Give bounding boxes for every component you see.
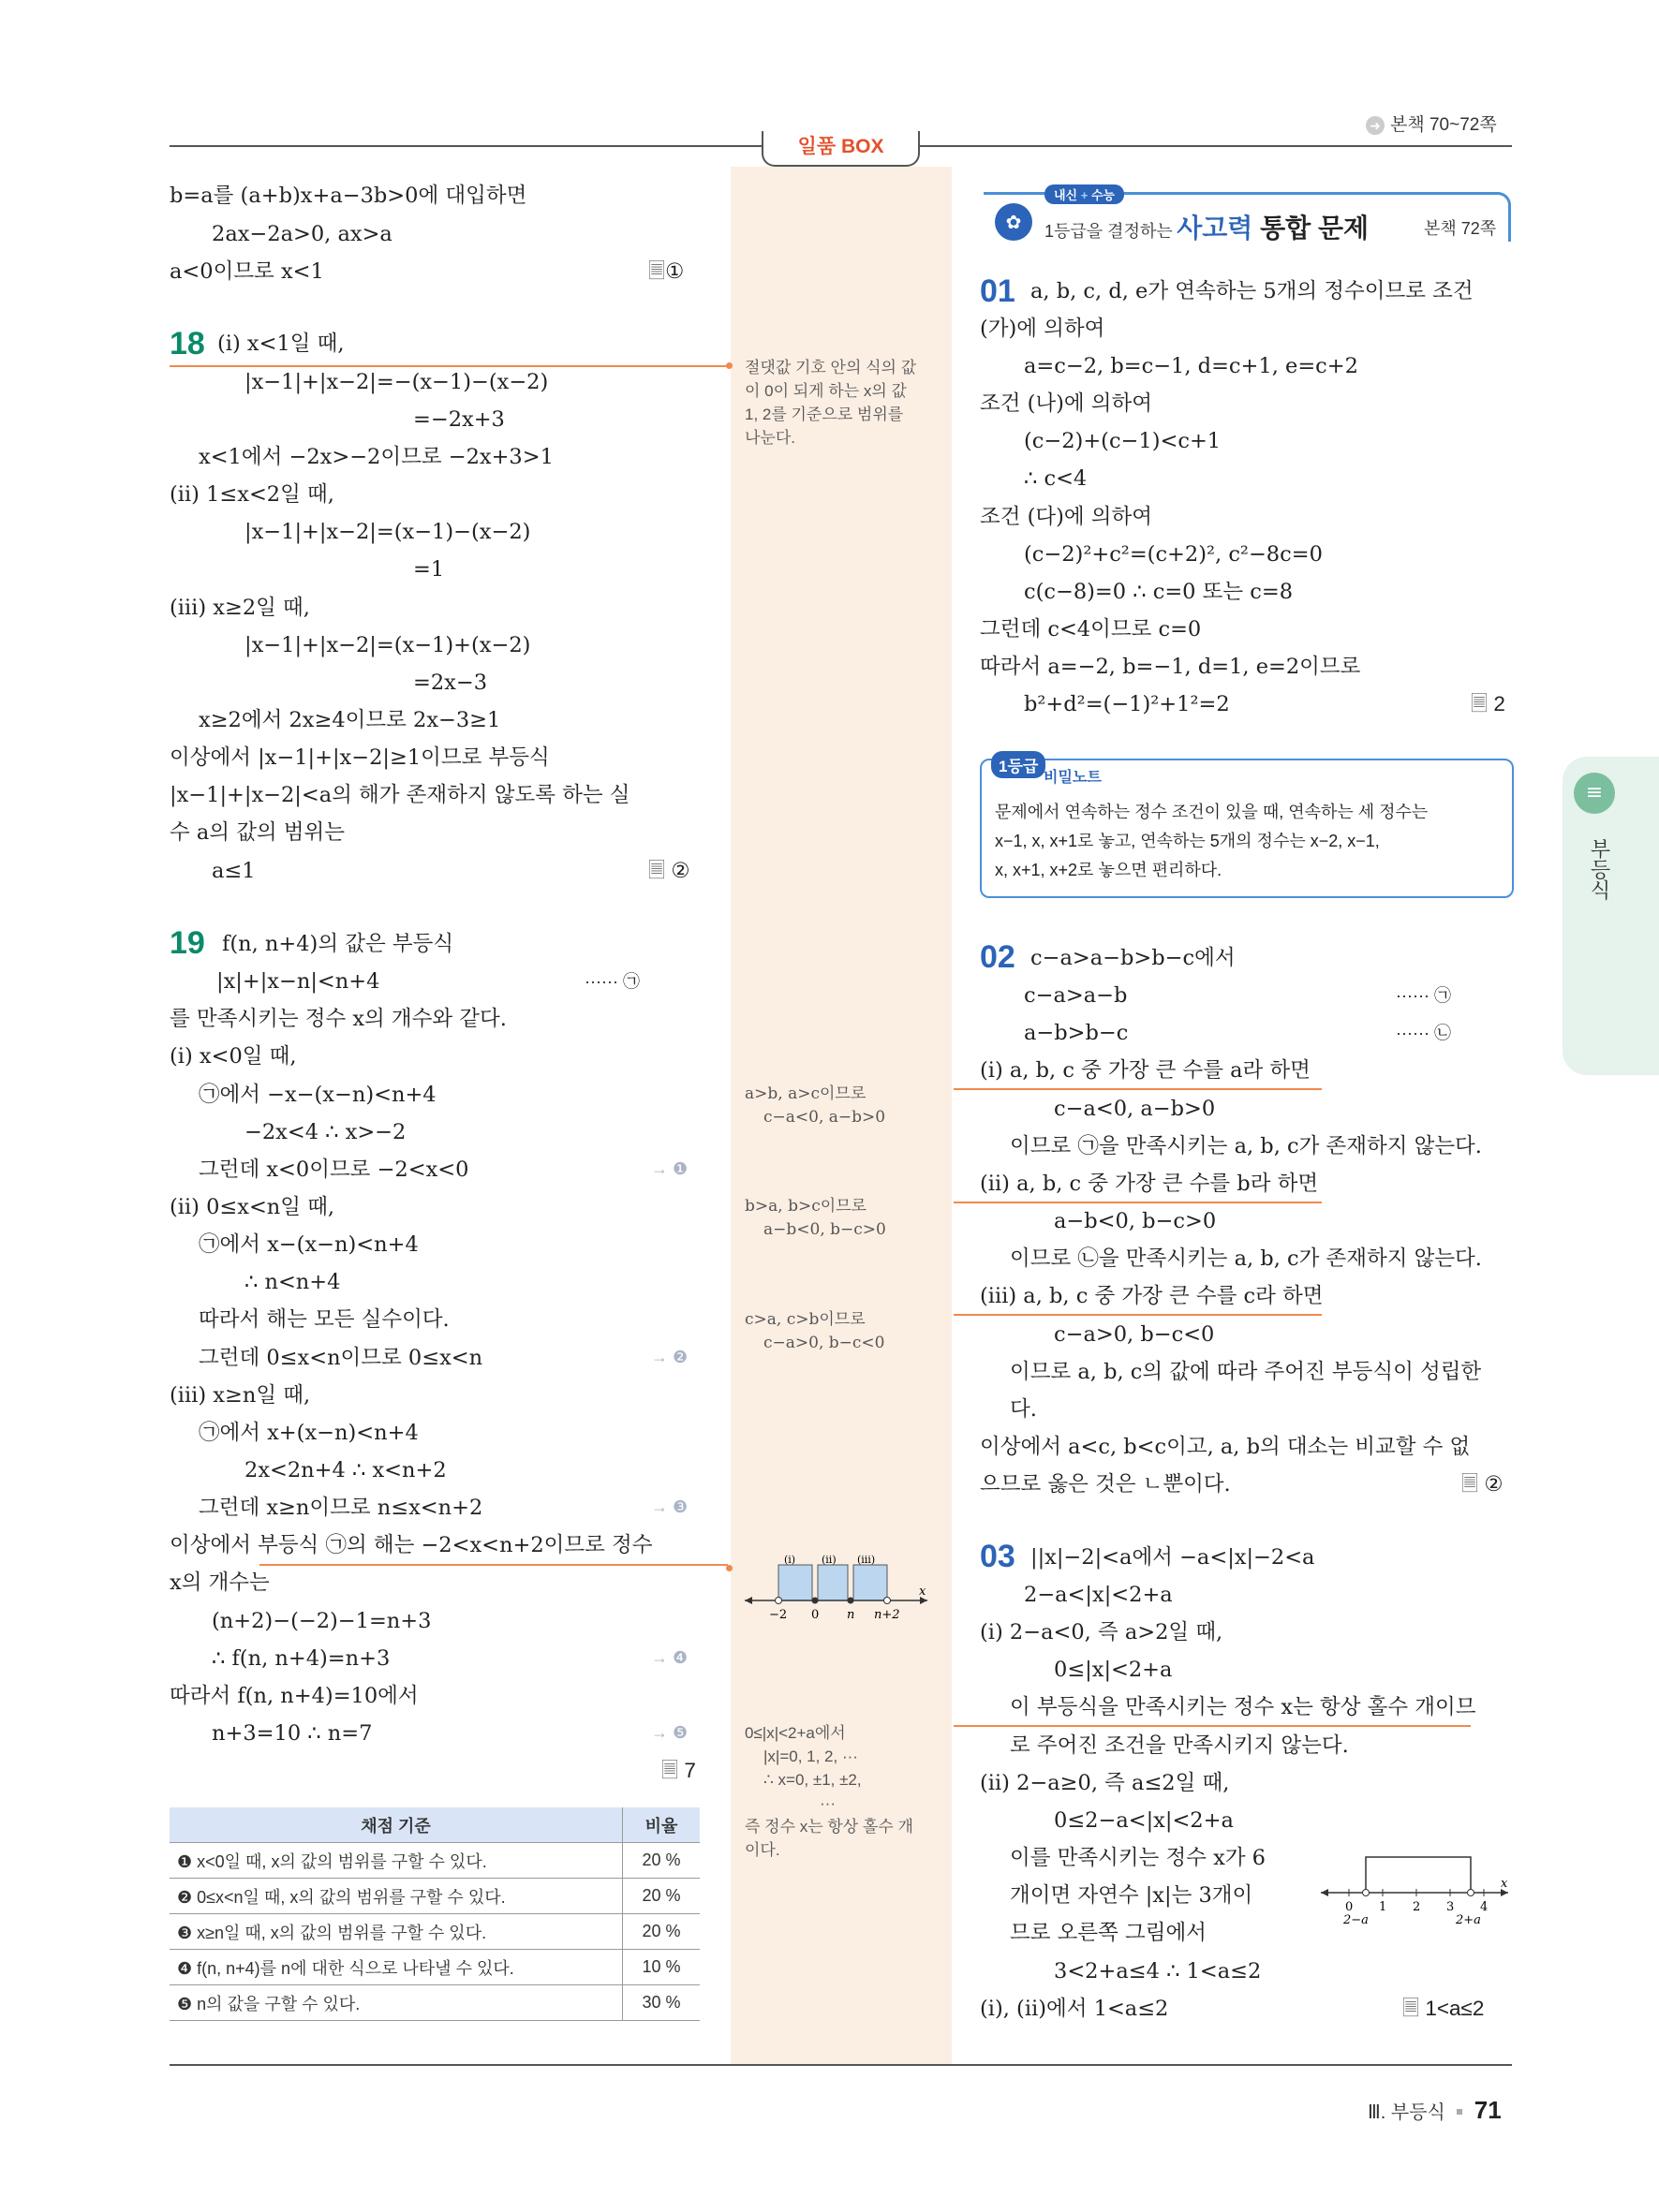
table-row	[170, 1843, 700, 1879]
p19-line: 그런데 0≤x<n이므로 0≤x<n	[199, 1346, 483, 1370]
p19-line: ㉠에서 −x−(x−n)<n+4	[199, 1083, 437, 1107]
table-row	[170, 1879, 700, 1914]
p18-line: 수 a의 값의 범위는	[170, 820, 346, 845]
p02-line: a−b>b−c	[1024, 1021, 1129, 1045]
p02-line: (ⅲ) a, b, c 중 가장 큰 수를 c라 하면	[980, 1284, 1324, 1308]
p19-line: (ⅲ) x≥n일 때,	[170, 1383, 311, 1408]
problem-18-number: 18	[170, 326, 205, 361]
page-number: 71	[1474, 2096, 1502, 2124]
p01-line: a=c−2, b=c−1, d=c+1, e=c+2	[1024, 354, 1358, 378]
p03-underline	[954, 1725, 1471, 1727]
nl-label: 0	[1345, 1900, 1354, 1914]
criteria-ratio: 20 %	[623, 1843, 701, 1879]
p19-line: ∴ n<n+4	[244, 1270, 341, 1294]
secret-note-title: 비밀노트	[1044, 770, 1102, 786]
banner-tag: 내신 + 수능	[1044, 184, 1124, 204]
p01-answer: 🗏 2	[1471, 692, 1505, 715]
nl-label: 3	[1446, 1900, 1455, 1914]
p19-tag: ······ ㉠	[585, 972, 640, 991]
p03-line: 2−a<|x|<2+a	[1024, 1583, 1173, 1607]
p18-line: =−2x+3	[413, 407, 505, 432]
criteria-item: ❺ n의 값을 구할 수 있다.	[170, 1985, 623, 2021]
arrow-circle-icon: ➜	[1366, 116, 1385, 135]
p18-line: =2x−3	[413, 671, 488, 695]
p19-line: 그런데 x≥n이므로 n≤x<n+2	[199, 1496, 483, 1520]
p18-line: (ⅱ) 1≤x<2일 때,	[170, 482, 334, 507]
table-header-row	[170, 1807, 700, 1843]
p02-line: c−a>a−b>b−c에서	[1030, 946, 1236, 970]
p02-line: c−a<0, a−b>0	[1054, 1097, 1216, 1121]
intro-line-3: a<0이므로 x<1	[170, 259, 324, 284]
p18-line: |x−1|+|x−2|<a의 해가 존재하지 않도록 하는 실	[170, 783, 630, 807]
intro-line-1: b=a를 (a+b)x+a−3b>0에 대입하면	[170, 184, 527, 208]
p01-line: b²+d²=(−1)²+1²=2	[1024, 692, 1230, 716]
nl-label: n	[847, 1608, 855, 1622]
p19-line: |x|+|x−n|<n+4	[216, 969, 380, 994]
note-c: c>a, c>b이므로 c−a>0, b−c<0	[745, 1310, 885, 1352]
p02-line: (ⅱ) a, b, c 중 가장 큰 수를 b라 하면	[980, 1172, 1319, 1196]
side-tab-label: 부등식	[1588, 838, 1611, 900]
criteria-item: ❷ 0≤x<n일 때, x의 값의 범위를 구할 수 있다.	[170, 1879, 623, 1914]
table-row	[170, 1914, 700, 1950]
criteria-item: ❸ x≥n일 때, x의 값의 범위를 구할 수 있다.	[170, 1914, 623, 1950]
p03-line: 이 부등식을 만족시키는 정수 x는 항상 홀수 개이므	[1010, 1695, 1476, 1719]
p02-underline	[954, 1202, 1322, 1203]
problem-03-number: 03	[980, 1539, 1015, 1574]
p02-tag: ······ ㉠	[1396, 986, 1451, 1005]
footer-rule	[170, 2064, 1512, 2066]
criteria-item: ❹ f(n, n+4)를 n에 대한 식으로 나타낼 수 있다.	[170, 1950, 623, 1985]
criteria-item: ❶ x<0일 때, x의 값의 범위를 구할 수 있다.	[170, 1843, 623, 1879]
grading-criteria-table	[170, 1807, 700, 2021]
p02-line: 으므로 옳은 것은 ㄴ뿐이다.	[980, 1472, 1231, 1497]
note-b: b>a, b>c이므로 a−b<0, b−c>0	[745, 1197, 886, 1239]
p02-line: 이므로 ㉠을 만족시키는 a, b, c가 존재하지 않는다.	[1010, 1134, 1482, 1158]
nl-label: 1	[1379, 1900, 1387, 1914]
p18-line: x≥2에서 2x≥4이므로 2x−3≥1	[199, 708, 501, 732]
p02-line: c−a>a−b	[1024, 983, 1128, 1008]
connector-dot	[726, 1565, 733, 1571]
p19-line: ㉠에서 x−(x−n)<n+4	[199, 1232, 419, 1257]
nl-label: 2−a	[1343, 1913, 1369, 1924]
footer	[1368, 2096, 1502, 2125]
step-marker-1: → ❶	[651, 1159, 689, 1178]
p03-line: (ⅰ), (ⅱ)에서 1<a≤2	[980, 1997, 1169, 2021]
p03-line: (ⅱ) 2−a≥0, 즉 a≤2일 때,	[980, 1771, 1230, 1795]
number-line-19	[745, 1550, 932, 1625]
p03-line: 로 주어진 조건을 만족시키지 않는다.	[1010, 1733, 1349, 1758]
footer-section: Ⅲ. 부등식	[1368, 2102, 1445, 2123]
p01-line: 조건 (다)에 의하여	[980, 505, 1153, 529]
p01-line: 따라서 a=−2, b=−1, d=1, e=2이므로	[980, 655, 1361, 679]
connector-dot	[726, 362, 733, 369]
note-03: 0≤|x|<2+a에서 |x|=0, 1, 2, ··· ∴ x=0, ±1, ±2, ··· 즉 정수 x는 항상 홀수 개 이다.	[745, 1724, 913, 1859]
p01-line: 그런데 c<4이므로 c=0	[980, 617, 1202, 641]
answer-icon: 🗏	[1402, 1997, 1426, 2020]
answer-icon: 🗏	[1471, 692, 1494, 715]
p19-line: 따라서 f(n, n+4)=10에서	[170, 1684, 419, 1708]
p18-line: =1	[413, 557, 445, 582]
p19-line: ∴ f(n, n+4)=n+3	[212, 1646, 391, 1671]
note-18: 절댓값 기호 안의 식의 값 이 0이 되게 하는 x의 값 1, 2를 기준으로 범위를 나눈다.	[745, 359, 917, 447]
intro-answer: 🗏①	[648, 259, 685, 283]
criteria-ratio: 10 %	[623, 1950, 701, 1985]
p02-line: 다.	[1010, 1397, 1037, 1422]
criteria-ratio: 20 %	[623, 1879, 701, 1914]
list-icon: ≡	[1574, 773, 1615, 814]
nl-label: 4	[1480, 1900, 1489, 1914]
nl-label: 2+a	[1456, 1913, 1481, 1924]
answer-icon: 🗏	[1461, 1472, 1485, 1496]
p19-answer: 🗏 7	[661, 1759, 696, 1782]
p03-line: 3<2+a≤4 ∴ 1<a≤2	[1054, 1959, 1262, 1983]
p18-line: |x−1|+|x−2|=(x−1)−(x−2)	[244, 520, 531, 544]
p19-line: (n+2)−(−2)−1=n+3	[212, 1609, 432, 1633]
p01-line: (가)에 의하여	[980, 317, 1105, 341]
p19-line: x의 개수는	[170, 1571, 270, 1595]
p02-answer: 🗏 ②	[1461, 1472, 1503, 1496]
p19-line: 이상에서 부등식 ㉠의 해는 −2<x<n+2이므로 정수	[170, 1533, 653, 1557]
nl-label: x	[1501, 1877, 1508, 1891]
p02-underline	[954, 1088, 1322, 1090]
p18-line: x<1에서 −2x>−2이므로 −2x+3>1	[199, 445, 554, 469]
p01-line: (c−2)+(c−1)<c+1	[1024, 429, 1222, 453]
header-criteria: 채점 기준	[170, 1807, 623, 1843]
p02-line: (ⅰ) a, b, c 중 가장 큰 수를 a라 하면	[980, 1058, 1311, 1083]
brain-icon: ✿	[995, 203, 1032, 241]
p03-line: ||x|−2|<a에서 −a<|x|−2<a	[1030, 1545, 1315, 1570]
nl-label: (ⅱ)	[822, 1554, 837, 1566]
p03-line: (ⅰ) 2−a<0, 즉 a>2일 때,	[980, 1620, 1223, 1644]
p03-line: 0≤2−a<|x|<2+a	[1054, 1808, 1234, 1833]
banner-title: 1등급을 결정하는 사고력 통합 문제	[1044, 214, 1370, 243]
criteria-ratio: 20 %	[623, 1914, 701, 1950]
step-marker-5: → ❺	[651, 1723, 689, 1742]
banner-ref: 본책 72쪽	[1424, 219, 1497, 238]
p19-underline	[259, 1564, 728, 1566]
nl-label: x	[919, 1585, 926, 1599]
answer-icon: 🗏	[648, 259, 666, 283]
table-row	[170, 1950, 700, 1985]
p18-line: a≤1	[212, 859, 256, 883]
p19-line: 따라서 해는 모든 실수이다.	[199, 1307, 450, 1332]
p02-tag: ······ ㉡	[1396, 1024, 1451, 1042]
note-a: a>b, a>c이므로 c−a<0, a−b>0	[745, 1084, 886, 1127]
p19-line: (ⅰ) x<0일 때,	[170, 1044, 297, 1069]
p19-line: (ⅱ) 0≤x<n일 때,	[170, 1195, 335, 1219]
p03-answer: 🗏 1<a≤2	[1402, 1997, 1485, 2020]
intro-line-2: 2ax−2a>0, ax>a	[212, 222, 393, 246]
p18-line: (ⅰ) x<1일 때,	[217, 332, 345, 356]
secret-note-lines: 문제에서 연속하는 정수 조건이 있을 때, 연속하는 세 정수는 x−1, x, x+1로 놓고, 연속하는 5개의 정수는 x−2, x−1, x, x+1, x+2로 놓으면 편리하다.	[995, 803, 1429, 879]
nl-label: −2	[769, 1608, 788, 1622]
step-marker-4: → ❹	[651, 1648, 689, 1667]
p18-answer: 🗏 ②	[648, 859, 690, 882]
p19-line: 2x<2n+4 ∴ x<n+2	[244, 1458, 447, 1482]
p01-line: (c−2)²+c²=(c+2)², c²−8c=0	[1024, 542, 1323, 567]
nl-label: n+2	[874, 1608, 900, 1622]
p18-line: |x−1|+|x−2|=−(x−1)−(x−2)	[244, 370, 549, 394]
p19-line: 그런데 x<0이므로 −2<x<0	[199, 1158, 469, 1182]
p19-line: 를 만족시키는 정수 x의 개수와 같다.	[170, 1007, 507, 1031]
p02-line: 이므로 a, b, c의 값에 따라 주어진 부등식이 성립한	[1010, 1360, 1482, 1384]
step-marker-3: → ❸	[651, 1497, 689, 1516]
p02-line: 이상에서 a<c, b<c이고, a, b의 대소는 비교할 수 없	[980, 1435, 1471, 1459]
p01-line: ∴ c<4	[1024, 466, 1088, 491]
page-ref: ➜ 본책 70~72쪽	[1366, 111, 1497, 136]
number-line-03	[1321, 1850, 1513, 1924]
nl-label: 2	[1413, 1900, 1421, 1914]
secret-note-badge: 1등급	[991, 751, 1045, 778]
problem-02-number: 02	[980, 939, 1015, 975]
p19-line: ㉠에서 x+(x−n)<n+4	[199, 1421, 419, 1445]
p01-line: a, b, c, d, e가 연속하는 5개의 정수이므로 조건	[1030, 279, 1474, 303]
p18-underline	[170, 365, 728, 367]
p18-line: 이상에서 |x−1|+|x−2|≥1이므로 부등식	[170, 745, 550, 770]
nl-label: 0	[811, 1608, 820, 1622]
header-ratio: 비율	[623, 1807, 701, 1843]
box-label-tab: 일품 BOX	[762, 131, 920, 167]
p03-line: 므로 오른쪽 그림에서	[1010, 1921, 1207, 1945]
p02-underline	[954, 1314, 1322, 1316]
p02-line: a−b<0, b−c>0	[1054, 1209, 1217, 1233]
nl-label: (ⅲ)	[857, 1554, 876, 1566]
p02-line: c−a>0, b−c<0	[1054, 1322, 1215, 1347]
p19-line: −2x<4 ∴ x>−2	[244, 1120, 407, 1144]
p01-line: c(c−8)=0 ∴ c=0 또는 c=8	[1024, 580, 1294, 604]
nl-label: (ⅰ)	[784, 1554, 796, 1566]
p01-line: 조건 (나)에 의하여	[980, 391, 1153, 416]
table-row	[170, 1985, 700, 2021]
p19-line: n+3=10 ∴ n=7	[212, 1721, 373, 1746]
step-marker-2: → ❷	[651, 1348, 689, 1366]
p03-line: 0≤|x|<2+a	[1054, 1658, 1173, 1682]
p18-line: (ⅲ) x≥2일 때,	[170, 596, 310, 620]
answer-icon: 🗏	[661, 1759, 685, 1782]
p02-line: 이므로 ㉡을 만족시키는 a, b, c가 존재하지 않는다.	[1010, 1246, 1482, 1271]
problem-01-number: 01	[980, 273, 1015, 309]
p18-line: |x−1|+|x−2|=(x−1)+(x−2)	[244, 633, 531, 657]
problem-19-number: 19	[170, 925, 205, 961]
p03-line: 이를 만족시키는 정수 x가 6	[1010, 1846, 1266, 1870]
answer-icon: 🗏	[648, 859, 672, 882]
p03-line: 개이면 자연수 |x|는 3개이	[1010, 1883, 1253, 1908]
criteria-ratio: 30 %	[623, 1985, 701, 2021]
p19-line: f(n, n+4)의 값은 부등식	[222, 932, 454, 956]
